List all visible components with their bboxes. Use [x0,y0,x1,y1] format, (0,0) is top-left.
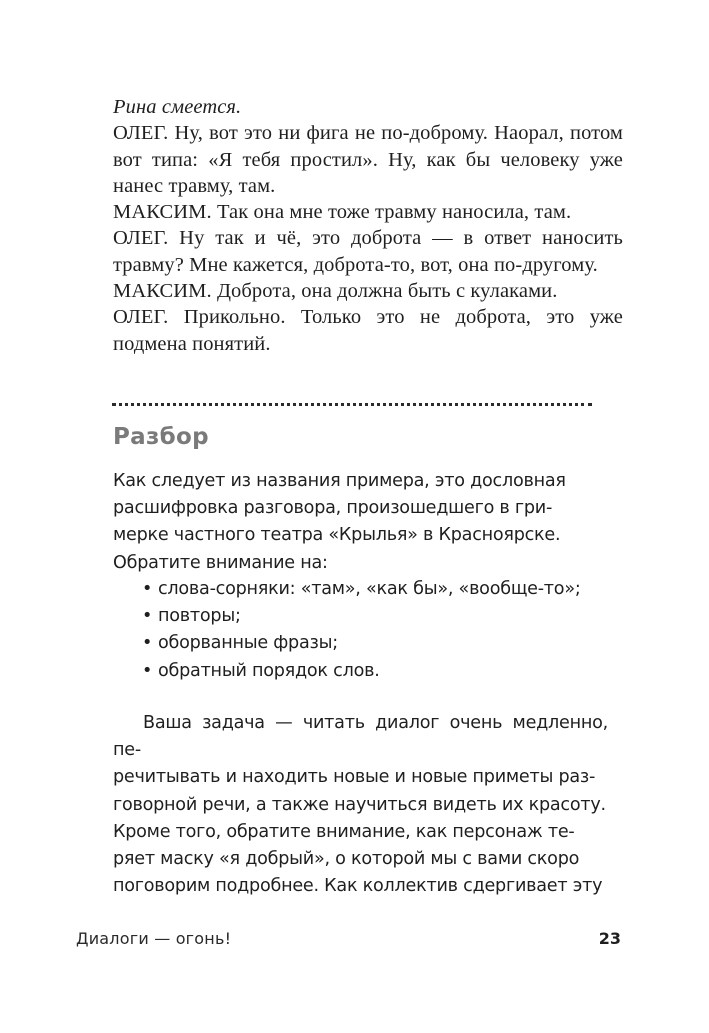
intro-line: расшифровка разговора, произошедшего в гри- [113,498,553,519]
list-item-text: слова-сорняки: «там», «как бы», «вообще-то»; [158,579,581,599]
dotted-divider [112,403,592,406]
dialogue-line: ОЛЕГ. Ну, вот это ни фига не по-доброму. Наорал, потом вот типа: «Я тебя простил». Ну, как бы человеку уже нанес травму, там. [113,122,623,197]
list-item-text: оборванные фразы; [158,633,338,654]
dialogue-line: МАКСИМ. Так она мне тоже травму наносила, там. [113,201,572,224]
list-item [140,603,610,630]
intro-line: Как следует из названия примера, это дословная [113,471,566,491]
analysis-paragraph [113,710,608,900]
page-number: 23 [598,929,621,948]
list-item-text: повторы; [158,606,241,627]
intro-line: мерке частного театра «Крылья» в Красноярске. [113,525,561,546]
intro-line: Обратите внимание на: [113,552,328,573]
analysis-intro [113,468,608,577]
paragraph-line: ряет маску «я добрый», о которой мы с вами скоро [113,849,580,870]
list-item [140,576,610,603]
features-list [140,576,610,685]
paragraph-line: говорной речи, а также научиться видеть их красоту. [113,794,606,815]
list-item [140,658,610,685]
stage-direction: Рина смеется. [113,96,242,118]
list-item-text: обратный порядок слов. [158,660,380,681]
bullet-icon: • [142,660,153,681]
paragraph-line: речитывать и находить новые и новые приметы раз- [113,767,596,788]
paragraph-line: Ваша задача — читать диалог очень медленно, пе- [113,713,608,761]
list-item [140,630,610,657]
bullet-icon: • [142,606,153,627]
running-footer-title: Диалоги — огонь! [76,929,232,948]
paragraph-line: Кроме того, обратите внимание, как персонаж те- [113,821,575,842]
bullet-icon: • [142,579,153,599]
dialogue-excerpt [113,94,623,357]
dialogue-line: ОЛЕГ. Прикольно. Только это не доброта, это уже подмена понятий. [113,306,623,355]
section-heading: Разбор [113,424,209,450]
dialogue-line: ОЛЕГ. Ну так и чё, это доброта — в ответ наносить травму? Мне кажется, доброта-то, вот, она по-другому. [113,227,623,276]
dialogue-line: МАКСИМ. Доброта, она должна быть с кулаками. [113,280,558,303]
paragraph-line: поговорим подробнее. Как коллектив сдергивает эту [113,876,603,897]
bullet-icon: • [142,633,153,654]
